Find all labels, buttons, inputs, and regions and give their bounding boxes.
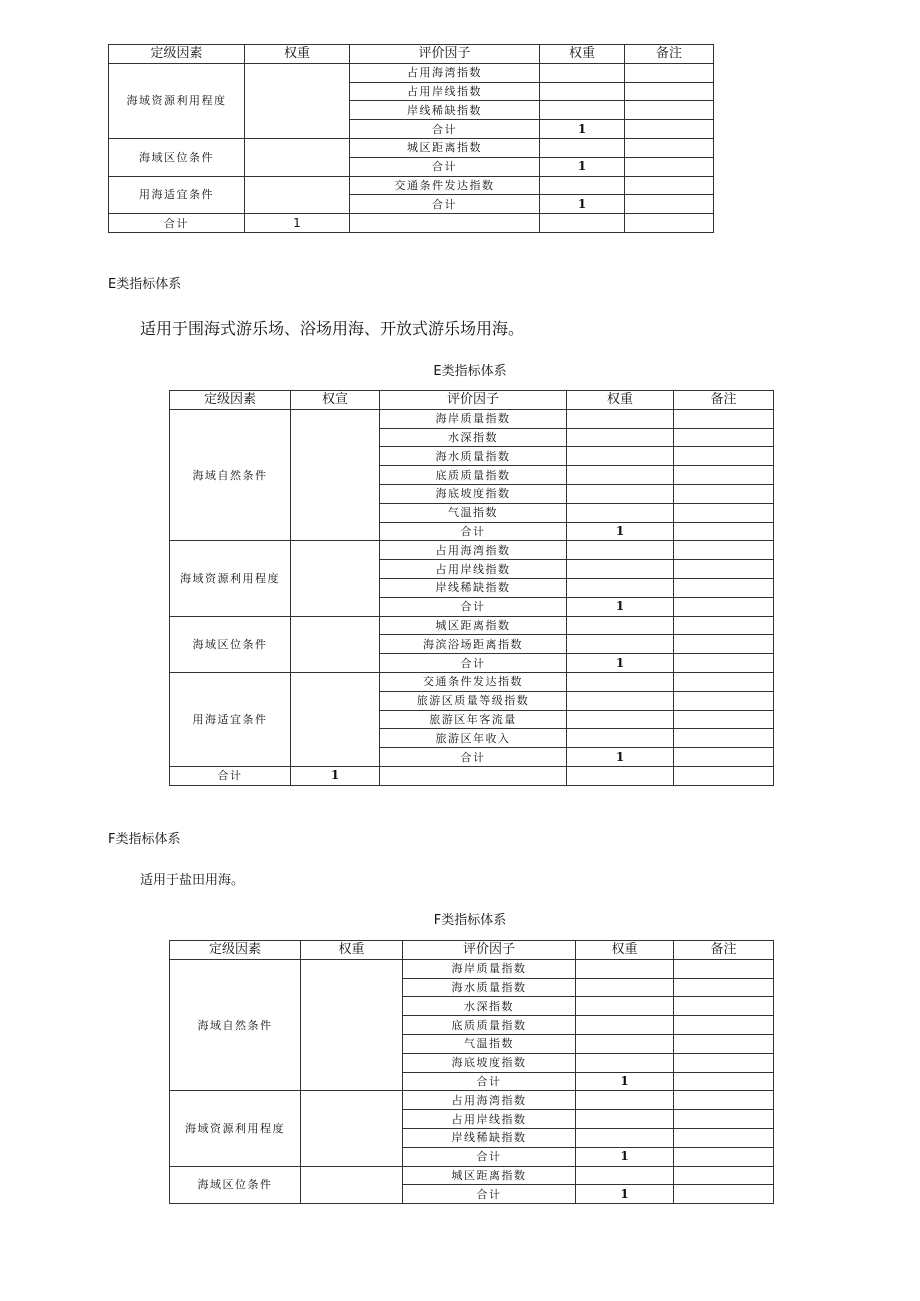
factor-weight-cell (245, 176, 350, 214)
remark-cell (674, 428, 774, 447)
sub-factor-cell: 海岸质量指数 (403, 959, 576, 978)
sub-factor-cell: 岸线稀缺指数 (350, 101, 540, 120)
remark-cell (674, 1166, 774, 1185)
sub-weight-cell (567, 691, 674, 710)
sub-factor-cell: 海底坡度指数 (403, 1053, 576, 1072)
table-row (170, 409, 774, 428)
sub-weight-cell (576, 959, 674, 978)
sub-weight-cell (540, 63, 625, 82)
header-row (109, 45, 714, 64)
subtotal-value-cell: 1 (567, 597, 674, 616)
sub-weight-cell (540, 101, 625, 120)
sub-factor-cell: 占用海湾指数 (380, 541, 567, 560)
sub-factor-cell: 占用海湾指数 (403, 1091, 576, 1110)
header-cell: 权重 (567, 391, 674, 410)
factor-weight-cell (301, 1091, 403, 1166)
factor-cell: 海域区位条件 (170, 1166, 301, 1204)
remark-cell (625, 138, 714, 157)
header-row (170, 391, 774, 410)
remark-cell (674, 672, 774, 691)
sub-weight-cell (567, 409, 674, 428)
remark-cell (674, 748, 774, 767)
sub-factor-cell: 底质质量指数 (403, 1016, 576, 1035)
header-cell: 备注 (625, 45, 714, 64)
header-cell: 评价因子 (403, 941, 576, 960)
sub-weight-cell (576, 978, 674, 997)
sub-weight-cell (540, 176, 625, 195)
table-row (170, 672, 774, 691)
header-cell: 评价因子 (380, 391, 567, 410)
sub-factor-cell: 占用海湾指数 (350, 63, 540, 82)
factor-weight-cell (291, 672, 380, 766)
table-f-caption: F类指标体系 (433, 913, 507, 928)
remark-cell (674, 1016, 774, 1035)
remark-cell (625, 101, 714, 120)
subtotal-value-cell: 1 (576, 1147, 674, 1166)
sub-factor-cell: 占用岸线指数 (380, 560, 567, 579)
remark-cell (625, 157, 714, 176)
subtotal-label-cell: 合计 (380, 597, 567, 616)
subtotal-value-cell: 1 (567, 654, 674, 673)
total-row (109, 214, 714, 233)
sub-factor-cell: 城区距离指数 (403, 1166, 576, 1185)
sub-factor-cell: 海水质量指数 (403, 978, 576, 997)
sub-weight-cell (567, 578, 674, 597)
remark-cell (674, 1091, 774, 1110)
subtotal-label-cell: 合计 (350, 120, 540, 139)
remark-cell (674, 560, 774, 579)
remark-cell (674, 1034, 774, 1053)
remark-cell (674, 978, 774, 997)
sub-factor-cell: 海岸质量指数 (380, 409, 567, 428)
table-row (170, 1091, 774, 1110)
subtotal-label-cell: 合计 (350, 195, 540, 214)
remark-cell (674, 466, 774, 485)
sub-weight-cell (567, 616, 674, 635)
table-row (109, 63, 714, 82)
remark-cell (674, 959, 774, 978)
sub-weight-cell (567, 466, 674, 485)
section-f-heading: F类指标体系 (108, 832, 181, 847)
subtotal-label-cell: 合计 (350, 157, 540, 176)
table-row (170, 616, 774, 635)
sub-weight-cell (567, 428, 674, 447)
index-table-f (169, 940, 774, 1204)
remark-cell (674, 691, 774, 710)
header-cell: 定级因素 (109, 45, 245, 64)
remark-cell (625, 120, 714, 139)
empty-cell (567, 766, 674, 785)
subtotal-value-cell: 1 (567, 748, 674, 767)
sub-factor-cell: 旅游区年客流量 (380, 710, 567, 729)
sub-factor-cell: 城区距离指数 (350, 138, 540, 157)
remark-cell (625, 63, 714, 82)
sub-factor-cell: 占用岸线指数 (350, 82, 540, 101)
index-table-d (108, 44, 714, 233)
sub-factor-cell: 气温指数 (403, 1034, 576, 1053)
remark-cell (674, 503, 774, 522)
remark-cell (674, 1185, 774, 1204)
subtotal-value-cell: 1 (540, 157, 625, 176)
sub-weight-cell (567, 710, 674, 729)
header-row (170, 941, 774, 960)
header-cell: 评价因子 (350, 45, 540, 64)
empty-cell (380, 766, 567, 785)
table-row (109, 176, 714, 195)
factor-cell: 海域自然条件 (170, 409, 291, 541)
empty-cell (350, 214, 540, 233)
sub-weight-cell (540, 82, 625, 101)
remark-cell (674, 447, 774, 466)
subtotal-label-cell: 合计 (403, 1072, 576, 1091)
section-e-heading: E类指标体系 (108, 277, 182, 292)
subtotal-value-cell: 1 (567, 522, 674, 541)
sub-weight-cell (567, 672, 674, 691)
header-cell: 权重 (245, 45, 350, 64)
sub-factor-cell: 岸线稀缺指数 (403, 1128, 576, 1147)
sub-factor-cell: 交通条件发达指数 (380, 672, 567, 691)
remark-cell (674, 541, 774, 560)
sub-weight-cell (576, 1016, 674, 1035)
sub-factor-cell: 气温指数 (380, 503, 567, 522)
empty-cell (540, 214, 625, 233)
remark-cell (625, 82, 714, 101)
remark-cell (674, 522, 774, 541)
sub-weight-cell (567, 560, 674, 579)
sub-weight-cell (567, 729, 674, 748)
sub-factor-cell: 海水质量指数 (380, 447, 567, 466)
subtotal-value-cell: 1 (540, 120, 625, 139)
sub-factor-cell: 岸线稀缺指数 (380, 578, 567, 597)
remark-cell (674, 578, 774, 597)
subtotal-label-cell: 合计 (380, 748, 567, 767)
remark-cell (674, 997, 774, 1016)
remark-cell (674, 710, 774, 729)
sub-weight-cell (576, 1166, 674, 1185)
sub-factor-cell: 占用岸线指数 (403, 1110, 576, 1129)
sub-factor-cell: 底质质量指数 (380, 466, 567, 485)
sub-weight-cell (540, 138, 625, 157)
sub-weight-cell (567, 503, 674, 522)
remark-cell (674, 1147, 774, 1166)
header-cell: 权重 (301, 941, 403, 960)
sub-weight-cell (576, 1128, 674, 1147)
remark-cell (625, 195, 714, 214)
remark-cell (674, 1053, 774, 1072)
factor-cell: 海域资源利用程度 (170, 1091, 301, 1166)
factor-cell: 用海适宜条件 (170, 672, 291, 766)
remark-cell (674, 616, 774, 635)
factor-weight-cell (291, 409, 380, 541)
sub-weight-cell (567, 484, 674, 503)
factor-cell: 用海适宜条件 (109, 176, 245, 214)
table-row (170, 1166, 774, 1185)
total-label-cell: 合计 (109, 214, 245, 233)
empty-cell (625, 214, 714, 233)
subtotal-label-cell: 合计 (380, 654, 567, 673)
sub-factor-cell: 水深指数 (403, 997, 576, 1016)
sub-weight-cell (567, 541, 674, 560)
factor-cell: 海域资源利用程度 (109, 63, 245, 138)
sub-weight-cell (576, 997, 674, 1016)
sub-factor-cell: 交通条件发达指数 (350, 176, 540, 195)
factor-weight-cell (245, 63, 350, 138)
sub-factor-cell: 旅游区年收入 (380, 729, 567, 748)
remark-cell (625, 176, 714, 195)
table-row (170, 541, 774, 560)
factor-weight-cell (291, 541, 380, 616)
remark-cell (674, 409, 774, 428)
sub-factor-cell: 海底坡度指数 (380, 484, 567, 503)
total-value-cell: 1 (245, 214, 350, 233)
factor-weight-cell (301, 959, 403, 1091)
table-row (109, 138, 714, 157)
table-row (170, 959, 774, 978)
sub-weight-cell (567, 447, 674, 466)
remark-cell (674, 1072, 774, 1091)
remark-cell (674, 1128, 774, 1147)
sub-weight-cell (567, 635, 674, 654)
factor-cell: 海域区位条件 (170, 616, 291, 672)
header-cell: 权重 (576, 941, 674, 960)
remark-cell (674, 597, 774, 616)
remark-cell (674, 1110, 774, 1129)
subtotal-label-cell: 合计 (380, 522, 567, 541)
header-cell: 定级因素 (170, 391, 291, 410)
factor-weight-cell (291, 616, 380, 672)
sub-factor-cell: 海滨浴场距离指数 (380, 635, 567, 654)
sub-weight-cell (576, 1034, 674, 1053)
subtotal-value-cell: 1 (540, 195, 625, 214)
sub-weight-cell (576, 1091, 674, 1110)
total-label-cell: 合计 (170, 766, 291, 785)
total-row (170, 766, 774, 785)
factor-weight-cell (301, 1166, 403, 1204)
header-cell: 定级因素 (170, 941, 301, 960)
sub-factor-cell: 旅游区质量等级指数 (380, 691, 567, 710)
factor-weight-cell (245, 138, 350, 176)
remark-cell (674, 484, 774, 503)
index-table-e (169, 390, 774, 786)
factor-cell: 海域区位条件 (109, 138, 245, 176)
empty-cell (674, 766, 774, 785)
remark-cell (674, 654, 774, 673)
sub-factor-cell: 城区距离指数 (380, 616, 567, 635)
total-value-cell: 1 (291, 766, 380, 785)
sub-weight-cell (576, 1110, 674, 1129)
section-e-description: 适用于围海式游乐场、浴场用海、开放式游乐场用海。 (140, 319, 525, 338)
sub-weight-cell (576, 1053, 674, 1072)
header-cell: 权宣 (291, 391, 380, 410)
section-f-description: 适用于盐田用海。 (140, 873, 245, 888)
subtotal-label-cell: 合计 (403, 1147, 576, 1166)
table-e-caption: E类指标体系 (433, 364, 507, 379)
sub-factor-cell: 水深指数 (380, 428, 567, 447)
header-cell: 权重 (540, 45, 625, 64)
subtotal-label-cell: 合计 (403, 1185, 576, 1204)
remark-cell (674, 635, 774, 654)
subtotal-value-cell: 1 (576, 1072, 674, 1091)
subtotal-value-cell: 1 (576, 1185, 674, 1204)
factor-cell: 海域自然条件 (170, 959, 301, 1091)
factor-cell: 海域资源利用程度 (170, 541, 291, 616)
remark-cell (674, 729, 774, 748)
header-cell: 备注 (674, 391, 774, 410)
header-cell: 备注 (674, 941, 774, 960)
